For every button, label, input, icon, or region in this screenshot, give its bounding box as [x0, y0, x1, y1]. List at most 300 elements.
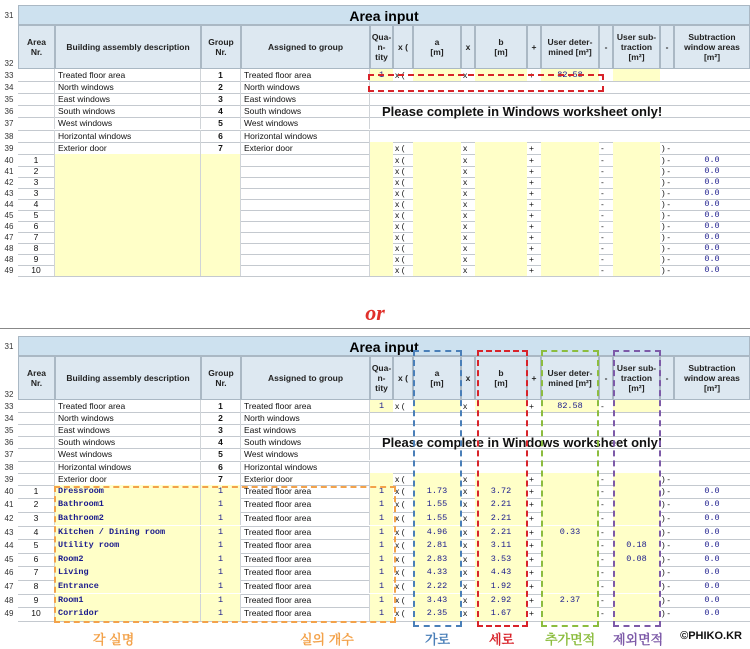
multiply-operator: x	[463, 209, 468, 220]
group-number: 5	[201, 117, 241, 129]
user-determined-input[interactable]	[541, 264, 599, 276]
area-nr-cell	[18, 473, 55, 485]
header-user-subtraction: User sub- traction [m²]	[613, 356, 660, 400]
group-number: 3	[201, 424, 241, 436]
subtraction-window-value: 0.0	[704, 512, 720, 523]
group-number: 7	[201, 473, 241, 485]
group-description: Treated floor area	[55, 400, 201, 412]
subtraction-window-value: 0.0	[704, 165, 720, 176]
length-b-input[interactable]: 4.43	[475, 566, 527, 580]
multiply-open-operator: x (	[395, 401, 405, 411]
length-b-input[interactable]: 3.72	[475, 485, 527, 499]
quantity-input[interactable]: 1	[370, 594, 393, 608]
area-nr-cell	[18, 461, 55, 473]
multiply-open-operator: x (	[395, 231, 405, 242]
group-input[interactable]: 1	[201, 539, 241, 553]
header-a: a [m]	[413, 25, 461, 69]
quantity-input[interactable]: 1	[370, 498, 393, 512]
area-nr-cell	[18, 412, 55, 424]
area-number: 5	[18, 209, 55, 221]
assigned-group: Exterior door	[241, 142, 370, 154]
complete-in-windows-message: Please complete in Windows worksheet only!	[382, 435, 663, 451]
user-determined-input[interactable]: 82.58	[541, 400, 599, 412]
group-number: 2	[201, 81, 241, 93]
group-number: 5	[201, 448, 241, 460]
multiply-operator: x	[463, 526, 468, 537]
plus-operator: +	[529, 512, 534, 523]
row-number: 38	[4, 462, 14, 472]
group-number: 4	[201, 436, 241, 448]
assigned-group: Treated floor area	[241, 69, 370, 81]
area-nr-cell	[18, 93, 55, 105]
area-nr-cell	[18, 424, 55, 436]
multiply-operator: x	[463, 142, 468, 153]
annotation-added-area: 추가면적	[545, 632, 596, 647]
row-number: 40	[4, 155, 14, 165]
length-column-highlight-box	[477, 350, 528, 627]
plus-operator: +	[529, 198, 534, 209]
excluded-area-highlight-box	[613, 350, 661, 627]
assigned-group: South windows	[241, 105, 370, 117]
multiply-operator: x	[463, 253, 468, 264]
row-number: 39	[4, 143, 14, 153]
header-plus: +	[527, 356, 541, 400]
minus-operator: -	[601, 499, 604, 510]
minus-operator: -	[601, 253, 604, 264]
row-number: 37	[4, 450, 14, 460]
group-input[interactable]: 1	[201, 594, 241, 608]
quantity-input[interactable]: 1	[370, 485, 393, 499]
multiply-operator: x	[463, 580, 468, 591]
row-number: 43	[4, 527, 14, 537]
subtraction-window-value: 0.0	[704, 485, 720, 496]
minus-operator: -	[601, 165, 604, 176]
width-a-input[interactable]: 1.73	[413, 485, 461, 499]
room-name-input[interactable]: Bathroom2	[55, 512, 201, 526]
close-minus-operator: ) -	[662, 473, 671, 484]
header-area-nr: Area Nr.	[18, 356, 55, 400]
quantity-input[interactable]: 1	[370, 580, 393, 594]
assigned-group: Horizontal windows	[241, 130, 370, 142]
header-assigned: Assigned to group	[241, 25, 370, 69]
subtraction-window-value: 0.0	[704, 264, 720, 275]
multiply-open-operator: x (	[395, 154, 405, 165]
length-b-input[interactable]: 1.67	[475, 607, 527, 621]
minus-operator: -	[601, 512, 604, 523]
added-area-highlight-box	[541, 350, 599, 627]
header-quantity: Qua- n- tity	[370, 25, 393, 69]
row-number: 46	[4, 568, 14, 578]
row-number: 48	[4, 254, 14, 264]
area-number: 2	[18, 165, 55, 177]
multiply-open-operator: x (	[395, 499, 405, 510]
group-description: East windows	[55, 93, 201, 105]
header-group-nr: Group Nr.	[201, 25, 241, 69]
multiply-operator: x	[463, 220, 468, 231]
annotation-length: 세로	[489, 632, 515, 647]
multiply-open-operator: x (	[395, 608, 405, 619]
length-b-input[interactable]: 2.92	[475, 594, 527, 608]
group-description: South windows	[55, 105, 201, 117]
assigned-group: East windows	[241, 424, 370, 436]
group-input[interactable]: 1	[201, 526, 241, 540]
assigned-group: Treated floor area	[241, 566, 370, 580]
area-input-title: Area input	[18, 5, 750, 25]
quantity-input[interactable]	[370, 264, 393, 276]
multiply-open-operator: x (	[395, 220, 405, 231]
length-b-input[interactable]: 2.21	[475, 512, 527, 526]
close-minus-operator: ) -	[662, 165, 671, 176]
room-name-input[interactable]: Utility room	[55, 539, 201, 553]
multiply-open-operator: x (	[395, 253, 405, 264]
user-subtraction-input[interactable]	[613, 264, 660, 276]
area-number: 6	[18, 220, 55, 232]
row-number: 48	[4, 595, 14, 605]
multiply-open-operator: x (	[395, 594, 405, 605]
group-input[interactable]	[201, 264, 241, 276]
minus-operator: -	[601, 580, 604, 591]
multiply-open-operator: x (	[395, 567, 405, 578]
group-description: North windows	[55, 81, 201, 93]
close-minus-operator: ) -	[662, 553, 671, 564]
group-description: North windows	[55, 412, 201, 424]
group-number: 3	[201, 93, 241, 105]
row-number: 42	[4, 513, 14, 523]
multiply-operator: x	[463, 231, 468, 242]
row-number: 36	[4, 438, 14, 448]
b-input[interactable]	[475, 264, 527, 276]
plus-operator: +	[529, 242, 534, 253]
assigned-group: Treated floor area	[241, 539, 370, 553]
minus-operator: -	[601, 540, 604, 551]
group-input[interactable]: 1	[201, 553, 241, 567]
assigned-group: East windows	[241, 93, 370, 105]
multiply-operator: x	[463, 264, 468, 275]
group-input[interactable]: 1	[201, 580, 241, 594]
area-nr-cell	[18, 142, 55, 154]
close-minus-operator: ) -	[662, 512, 671, 523]
quantity-input[interactable]	[370, 473, 393, 485]
width-a-input[interactable]: 4.96	[413, 526, 461, 540]
plus-operator: +	[529, 594, 534, 605]
multiply-operator: x	[463, 553, 468, 564]
close-minus-operator: ) -	[662, 485, 671, 496]
area-number: 4	[18, 526, 55, 540]
header-user-subtraction: User sub- traction [m²]	[613, 25, 660, 69]
row-number: 49	[4, 609, 14, 619]
assigned-group: Treated floor area	[241, 607, 370, 621]
multiply-open-operator: x (	[395, 473, 405, 484]
multiply-open-operator: x (	[395, 142, 405, 153]
room-name-input[interactable]: Kitchen / Dining room	[55, 526, 201, 540]
close-minus-operator: ) -	[662, 154, 671, 165]
minus-operator: -	[601, 608, 604, 619]
multiply-open-operator: x (	[395, 209, 405, 220]
multiply-open-operator: x (	[395, 176, 405, 187]
multiply-open-operator: x (	[395, 264, 405, 275]
close-minus-operator: ) -	[662, 187, 671, 198]
area-number: 9	[18, 253, 55, 265]
header-user-determined: User deter- mined [m²]	[541, 25, 599, 69]
quantity-input[interactable]	[370, 142, 393, 154]
width-a-input[interactable]: 1.55	[413, 498, 461, 512]
minus-operator: -	[601, 553, 604, 564]
minus-operator: -	[601, 70, 604, 80]
length-b-input[interactable]: 2.21	[475, 526, 527, 540]
group-number: 6	[201, 461, 241, 473]
area-nr-cell	[18, 81, 55, 93]
area-number: 9	[18, 594, 55, 608]
row-number: 47	[4, 581, 14, 591]
minus-operator: -	[601, 198, 604, 209]
group-description: West windows	[55, 117, 201, 129]
room-name-input[interactable]: Living	[55, 566, 201, 580]
close-minus-operator: ) -	[662, 176, 671, 187]
multiply-open-operator: x (	[395, 70, 405, 80]
quantity-input[interactable]: 1	[370, 566, 393, 580]
assigned-group	[241, 264, 370, 276]
multiply-open-operator: x (	[395, 165, 405, 176]
multiply-open-operator: x (	[395, 553, 405, 564]
group-number: 1	[201, 400, 241, 412]
header-user-determined: User deter- mined [m²]	[541, 356, 599, 400]
quantity-input[interactable]: 1	[370, 539, 393, 553]
close-minus-operator: ) -	[662, 142, 671, 153]
header-group-nr: Group Nr.	[201, 356, 241, 400]
plus-operator: +	[529, 165, 534, 176]
multiply-operator: x	[463, 608, 468, 619]
width-a-input[interactable]: 1.55	[413, 512, 461, 526]
area-nr-cell	[18, 400, 55, 412]
width-a-input[interactable]: 2.83	[413, 553, 461, 567]
width-a-input[interactable]: 3.43	[413, 594, 461, 608]
row-number: 38	[4, 131, 14, 141]
close-minus-operator: ) -	[662, 567, 671, 578]
a-input[interactable]	[413, 142, 461, 154]
row-number: 41	[4, 500, 14, 510]
quantity-input[interactable]: 1	[370, 69, 393, 81]
plus-operator: +	[529, 209, 534, 220]
minus-operator: -	[601, 220, 604, 231]
header-plus: +	[527, 25, 541, 69]
assigned-group: Treated floor area	[241, 512, 370, 526]
plus-operator: +	[529, 176, 534, 187]
subtraction-window-value: 0.0	[704, 220, 720, 231]
room-name-input[interactable]: Room1	[55, 594, 201, 608]
room-name-input[interactable]: Dressroom	[55, 485, 201, 499]
minus-operator: -	[601, 142, 604, 153]
group-description: Horizontal windows	[55, 461, 201, 473]
plus-operator: +	[529, 540, 534, 551]
subtraction-window-value: 0.0	[704, 209, 720, 220]
header-b: b [m]	[475, 356, 527, 400]
subtraction-window-value: 0.0	[704, 540, 720, 551]
plus-operator: +	[529, 580, 534, 591]
group-input[interactable]: 1	[201, 607, 241, 621]
multiply-operator: x	[463, 176, 468, 187]
user-determined-input[interactable]: 2.37	[541, 594, 599, 608]
width-a-input[interactable]: 2.81	[413, 539, 461, 553]
multiply-open-operator: x (	[395, 526, 405, 537]
multiply-open-operator: x (	[395, 198, 405, 209]
minus-operator: -	[601, 401, 604, 411]
room-name-input[interactable]: Entrance	[55, 580, 201, 594]
room-name-input[interactable]: Bathroom1	[55, 498, 201, 512]
row-number: 34	[4, 414, 14, 424]
row-number: 33	[4, 402, 14, 411]
multiply-operator: x	[463, 154, 468, 165]
length-b-input[interactable]: 3.11	[475, 539, 527, 553]
area-number: 8	[18, 242, 55, 254]
plus-operator: +	[529, 253, 534, 264]
area-nr-cell	[18, 69, 55, 81]
assigned-group: Treated floor area	[241, 498, 370, 512]
treated-floor-highlight-box	[368, 74, 604, 92]
quantity-input[interactable]: 1	[370, 526, 393, 540]
description-input[interactable]	[55, 264, 201, 276]
user-subtraction-input[interactable]: 0.08	[613, 553, 660, 567]
multiply-open-operator: x (	[395, 242, 405, 253]
close-minus-operator: ) -	[662, 540, 671, 551]
area-number: 3	[18, 176, 55, 188]
plus-operator: +	[529, 142, 534, 153]
length-b-input[interactable]: 3.53	[475, 553, 527, 567]
row-number: 41	[4, 166, 14, 176]
multiply-operator: x	[463, 187, 468, 198]
header-a: a [m]	[413, 356, 461, 400]
room-name-input[interactable]: Room2	[55, 553, 201, 567]
header-description: Building assembly description	[55, 356, 201, 400]
subtraction-window-value: 0.0	[704, 253, 720, 264]
a-input[interactable]	[413, 264, 461, 276]
close-minus-operator: ) -	[662, 220, 671, 231]
area-nr-cell	[18, 130, 55, 142]
close-minus-operator: ) -	[662, 526, 671, 537]
multiply-operator: x	[463, 198, 468, 209]
length-b-input[interactable]: 1.92	[475, 580, 527, 594]
quantity-input[interactable]: 1	[370, 512, 393, 526]
row-number: 31	[4, 342, 14, 351]
group-description: Exterior door	[55, 473, 201, 485]
multiply-operator: x	[463, 70, 468, 80]
width-a-input[interactable]: 2.35	[413, 607, 461, 621]
annotation-excluded-area: 제외면적	[613, 632, 664, 647]
row-number: 48	[4, 243, 14, 253]
group-input[interactable]: 1	[201, 512, 241, 526]
assigned-group: North windows	[241, 412, 370, 424]
header-minus: -	[599, 356, 613, 400]
user-determined-input[interactable]	[541, 142, 599, 154]
assigned-group: Horizontal windows	[241, 461, 370, 473]
multiply-operator: x	[463, 242, 468, 253]
area-number: 5	[18, 539, 55, 553]
plus-operator: +	[529, 485, 534, 496]
subtraction-window-value: 0.0	[704, 567, 720, 578]
header-minus: -	[599, 25, 613, 69]
multiply-open-operator: x (	[395, 580, 405, 591]
quantity-input[interactable]: 1	[370, 553, 393, 567]
annotation-width: 가로	[425, 632, 451, 647]
user-subtraction-input[interactable]: 0.18	[613, 539, 660, 553]
minus-operator: -	[601, 242, 604, 253]
group-input[interactable]: 1	[201, 485, 241, 499]
row-number: 32	[4, 390, 14, 399]
multiply-operator: x	[463, 540, 468, 551]
area-nr-cell	[18, 117, 55, 129]
assigned-group: Treated floor area	[241, 553, 370, 567]
length-b-input[interactable]: 2.21	[475, 498, 527, 512]
area-number: 1	[18, 485, 55, 499]
close-minus-operator: ) -	[662, 594, 671, 605]
room-name-input[interactable]: Corridor	[55, 607, 201, 621]
group-input[interactable]: 1	[201, 566, 241, 580]
row-number: 35	[4, 426, 14, 436]
close-minus-operator: ) -	[662, 242, 671, 253]
assigned-group: North windows	[241, 81, 370, 93]
subtraction-window-value: 0.0	[704, 231, 720, 242]
row-number: 36	[4, 107, 14, 117]
quantity-input[interactable]: 1	[370, 400, 393, 412]
group-number: 6	[201, 130, 241, 142]
multiply-open-operator: x (	[395, 485, 405, 496]
area-number: 10	[18, 607, 55, 621]
row-number: 35	[4, 95, 14, 105]
group-number: 7	[201, 142, 241, 154]
header-x: x	[461, 356, 475, 400]
group-input[interactable]: 1	[201, 498, 241, 512]
subtraction-window-value: 0.0	[704, 553, 720, 564]
phiko-logo: ©PHIKO.KR	[680, 630, 742, 642]
row-number: 49	[4, 265, 14, 275]
minus-operator: -	[601, 176, 604, 187]
plus-operator: +	[529, 231, 534, 242]
header-description: Building assembly description	[55, 25, 201, 69]
plus-operator: +	[529, 401, 534, 411]
header-minus2: -	[660, 25, 674, 69]
header-b: b [m]	[475, 25, 527, 69]
minus-operator: -	[601, 154, 604, 165]
row-number: 45	[4, 210, 14, 220]
user-subtraction-input[interactable]	[613, 142, 660, 154]
area-number: 4	[18, 198, 55, 210]
user-subtraction-input[interactable]	[613, 69, 660, 81]
quantity-input[interactable]: 1	[370, 607, 393, 621]
subtraction-window-value: 0.0	[704, 526, 720, 537]
multiply-operator: x	[463, 499, 468, 510]
width-a-input[interactable]: 4.33	[413, 566, 461, 580]
close-minus-operator: ) -	[662, 499, 671, 510]
plus-operator: +	[529, 608, 534, 619]
minus-operator: -	[601, 526, 604, 537]
header-area-nr: Area Nr.	[18, 25, 55, 69]
area-input-title: Area input	[18, 336, 750, 356]
row-number: 37	[4, 119, 14, 129]
b-input[interactable]	[475, 142, 527, 154]
row-number: 45	[4, 554, 14, 564]
multiply-operator: x	[463, 594, 468, 605]
user-determined-input[interactable]: 82.58	[541, 69, 599, 81]
row-number: 34	[4, 83, 14, 93]
close-minus-operator: ) -	[662, 198, 671, 209]
close-minus-operator: ) -	[662, 231, 671, 242]
user-determined-input[interactable]: 0.33	[541, 526, 599, 540]
group-number: 4	[201, 105, 241, 117]
header-subtraction-window: Subtraction window areas [m²]	[674, 356, 750, 400]
subtraction-window-value: 0.0	[704, 242, 720, 253]
close-minus-operator: ) -	[662, 264, 671, 275]
area-nr-cell	[18, 448, 55, 460]
width-a-input[interactable]: 2.22	[413, 580, 461, 594]
